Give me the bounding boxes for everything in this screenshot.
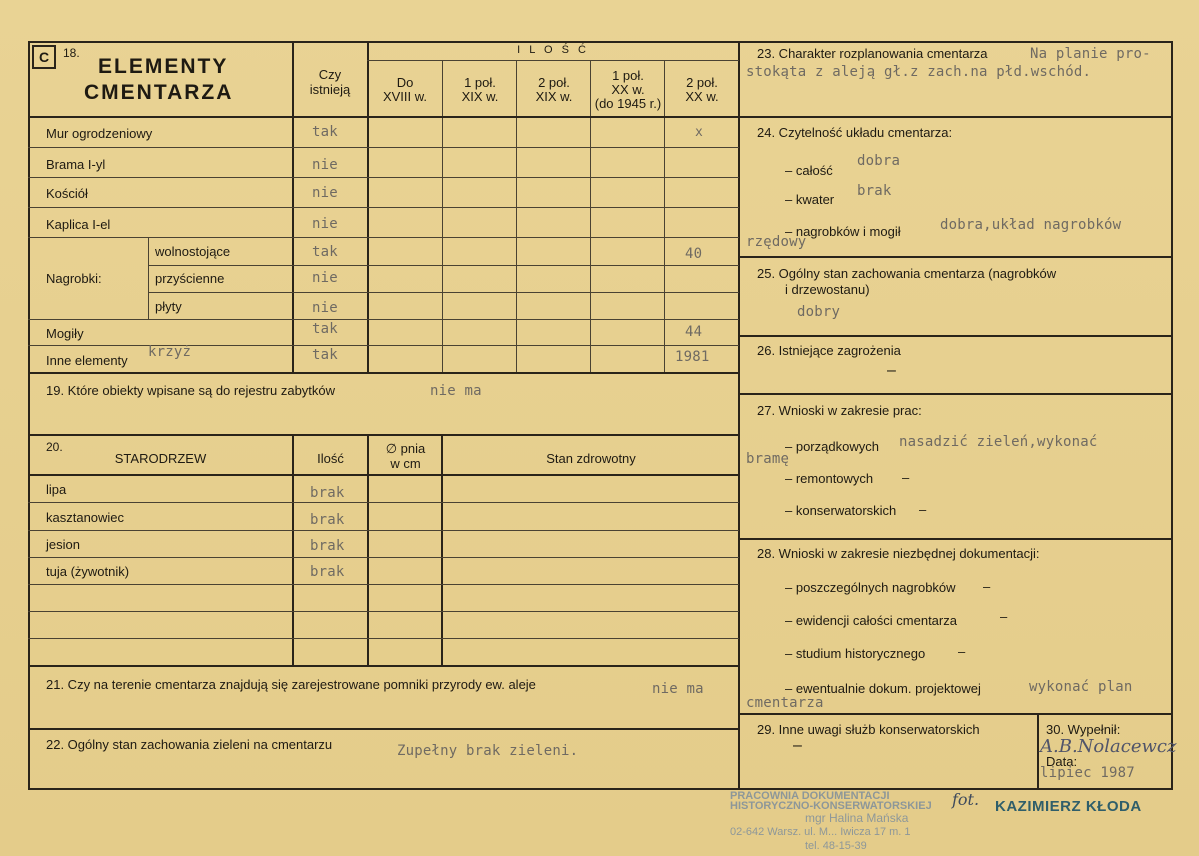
value-mogily-c5: 44 [685, 324, 703, 340]
q20-stan-header: Stan zdrowotny [546, 451, 636, 466]
q20-v2 [367, 434, 369, 666]
row-line [28, 207, 739, 208]
q20-pnia-header-2: w cm [390, 456, 421, 471]
value-wolnostojace: tak [312, 244, 338, 260]
value-przyscienne: nie [312, 270, 338, 286]
q27-kons-value: – [919, 502, 927, 517]
q26-bottom [738, 393, 1173, 395]
value-mogily: tak [312, 321, 338, 337]
q24-kwater-value: brak [857, 183, 892, 199]
label-przyscienne: przyścienne [155, 271, 225, 286]
row-line [28, 638, 739, 639]
q20-bottom [28, 665, 740, 667]
col3-header-2: XIX w. [535, 89, 573, 104]
q28-proj-value-1: wykonać plan [1029, 679, 1133, 695]
stamp-line-1: PRACOWNIA DOKUMENTACJI [730, 790, 890, 802]
grid-h-header-bottom [28, 116, 740, 118]
q26-label: 26. Istniejące zagrożenia [757, 343, 901, 358]
col3-header-1: 2 poł. [538, 75, 570, 90]
q23-bottom [738, 116, 1173, 118]
label-nagrobki: Nagrobki: [46, 271, 102, 286]
label-inne: Inne elementy [46, 353, 128, 368]
tree-name-1: lipa [46, 482, 67, 497]
q24-nagrobkow-label: – nagrobków i mogił [785, 224, 901, 239]
q25-label-1: 25. Ogólny stan zachowania cmentarza (nagrobków [757, 266, 1057, 281]
value-plyty: nie [312, 300, 338, 316]
q28-stud-value: – [958, 644, 966, 659]
tree-value-4: brak [310, 564, 345, 580]
q27-rem-label: – remontowych [785, 471, 874, 486]
q27-porz-label: – porządkowych [785, 439, 879, 454]
q27-bottom [738, 538, 1173, 540]
q24-bottom [738, 256, 1173, 258]
q28-nagr-label: – poszczególnych nagrobków [785, 580, 956, 595]
frame-middle [738, 41, 740, 790]
row-line [148, 292, 739, 293]
label-kosciol: Kościół [46, 186, 88, 201]
q21-bottom [28, 728, 740, 730]
q22-label: 22. Ogólny stan zachowania zieleni na cmentarzu [46, 737, 333, 752]
stamp-fot: fot. [952, 790, 980, 809]
q27-rem-value: – [902, 470, 910, 485]
tree-value-2: brak [310, 512, 345, 528]
q27-label: 27. Wnioski w zakresie prac: [757, 403, 922, 418]
q24-calosc-value: dobra [857, 153, 901, 169]
q27-kons-label: – konserwatorskich [785, 503, 897, 518]
col2-header-2: XIX w. [461, 89, 499, 104]
title-elementy: ELEMENTY [98, 55, 229, 78]
q20-ilosc-header: Ilość [317, 451, 344, 466]
row-line [28, 502, 739, 503]
q24-nagrobkow-value-1: dobra,układ nagrobków [940, 217, 1122, 233]
q24-calosc-label: – całość [785, 163, 833, 178]
stamp-line-5: tel. 48-15-39 [805, 840, 867, 852]
tree-name-3: jesion [46, 537, 80, 552]
q23-label: 23. Charakter rozplanowania cmentarza [757, 46, 988, 61]
q28-stud-label: – studium historycznego [785, 646, 926, 661]
q29-label: 29. Inne uwagi służb konserwatorskich [757, 722, 980, 737]
stamp-line-4: 02-642 Warsz. ul. M... Iwicza 17 m. 1 [730, 826, 911, 838]
row-line [28, 345, 739, 346]
q21-label: 21. Czy na terenie cmentarza znajdują się zarejestrowane pomniki przyrody ew. aleje [46, 677, 536, 692]
label-wolnostojace: wolnostojące [155, 244, 231, 259]
q30-signature: A.B.Nolacewcz [1040, 736, 1177, 757]
value-brama: nie [312, 157, 338, 173]
label-brama: Brama I-yl [46, 157, 106, 172]
row-line [28, 557, 739, 558]
q20-title: STARODRZEW [114, 451, 207, 466]
q26-answer: – [887, 362, 896, 379]
q20-header-bottom [28, 474, 740, 476]
section-c-box: C [32, 45, 56, 69]
col5-header-1: 2 poł. [686, 75, 718, 90]
q28-label: 28. Wnioski w zakresie niezbędnej dokumentacji: [757, 546, 1040, 561]
row-line [28, 530, 739, 531]
q28-proj-label: – ewentualnie dokum. projektowej [785, 681, 981, 696]
row-line [28, 147, 739, 148]
frame-bottom [28, 788, 1173, 790]
row-line [28, 319, 739, 320]
grid-h-ilosc [367, 60, 739, 61]
col1-header-2: XVIII w. [382, 89, 428, 104]
grid-v-c2 [442, 61, 443, 373]
czy-header-1: Czy [318, 67, 342, 82]
q23-answer-1: Na planie pro- [1030, 46, 1151, 62]
q27-porz-value-2: bramę [746, 451, 790, 467]
q28-nagr-value: – [983, 579, 991, 594]
col5-header-2: XX w. [685, 89, 719, 104]
value-wolno-c5: 40 [685, 246, 703, 262]
value-inne-extra: krzyż [148, 344, 192, 360]
q19-answer: nie ma [430, 383, 482, 399]
label-mogily: Mogiły [46, 326, 84, 341]
q30-data-value: lipiec 1987 [1040, 765, 1135, 781]
q24-nagrobkow-value-2: rzędowy [746, 234, 807, 250]
grid-v-c3 [516, 61, 517, 373]
row-line [28, 611, 739, 612]
value-inne: tak [312, 347, 338, 363]
ilosc-header: I L O Ś Ć [517, 44, 589, 56]
q24-label: 24. Czytelność układu cmentarza: [757, 125, 953, 140]
col4-header-1: 1 poł. [612, 68, 644, 83]
label-mur: Mur ogrodzeniowy [46, 126, 153, 141]
q21-answer: nie ma [652, 681, 704, 697]
q27-porz-value-1: nasadzić zieleń,wykonać [899, 434, 1098, 450]
col4-header-2: XX w. [611, 82, 645, 97]
q28-ewid-label: – ewidencji całości cmentarza [785, 613, 957, 628]
value-inne-c5: 1981 [675, 349, 710, 365]
label-plyty: płyty [155, 299, 182, 314]
col2-header-1: 1 poł. [464, 75, 496, 90]
q20-v1 [292, 434, 294, 666]
q25-bottom [738, 335, 1173, 337]
value-mur-c5: x [695, 125, 704, 140]
grid-h-rows-bottom [28, 372, 740, 374]
tree-name-4: tuja (żywotnik) [46, 564, 130, 579]
value-kosciol: nie [312, 185, 338, 201]
row-line [28, 584, 739, 585]
q30-divider [1037, 713, 1039, 790]
tree-value-1: brak [310, 485, 345, 501]
frame-right [1171, 41, 1173, 790]
stamp-photographer: KAZIMIERZ KŁODA [995, 798, 1142, 815]
q28-ewid-value: – [1000, 609, 1008, 624]
q25-answer: dobry [797, 304, 841, 320]
stamp-line-2: HISTORYCZNO-KONSERWATORSKIEJ [730, 800, 932, 812]
col4-header-3: (do 1945 r.) [594, 96, 662, 111]
q20-pnia-header-1: ∅ pnia [385, 441, 426, 456]
section-18-number: 18. [63, 46, 80, 60]
label-kaplica: Kaplica I-el [46, 217, 111, 232]
q20-number: 20. [46, 440, 63, 454]
q20-v3 [441, 434, 443, 666]
stamp-line-3: mgr Halina Mańska [805, 811, 909, 825]
q19-bottom [28, 434, 740, 436]
nagrobki-divider [148, 237, 149, 319]
q28-proj-value-2: cmentarza [746, 695, 824, 711]
q22-answer: Zupełny brak zieleni. [397, 743, 579, 759]
grid-v-c4 [590, 61, 591, 373]
row-line [28, 237, 739, 238]
q30-data-label: Data: [1046, 754, 1078, 769]
q30-label: 30. Wypełnił: [1046, 722, 1121, 737]
q24-kwater-label: – kwater [785, 192, 835, 207]
col1-header-1: Do [396, 75, 414, 90]
value-kaplica: nie [312, 216, 338, 232]
row-line [148, 265, 739, 266]
frame-left [28, 41, 30, 790]
q28-bottom [738, 713, 1173, 715]
q19-label: 19. Które obiekty wpisane są do rejestru zabytków [46, 383, 336, 398]
tree-value-3: brak [310, 538, 345, 554]
q29-answer: – [793, 737, 802, 754]
tree-name-2: kasztanowiec [46, 510, 125, 525]
value-mur: tak [312, 124, 338, 140]
row-line [28, 177, 739, 178]
title-cmentarza: CMENTARZA [84, 81, 234, 104]
czy-header-2: istnieją [309, 82, 351, 97]
q23-answer-2: stokąta z aleją gł.z zach.na płd.wschód. [746, 64, 1092, 80]
q25-label-2: i drzewostanu) [785, 282, 870, 297]
grid-v-c5 [664, 61, 665, 373]
